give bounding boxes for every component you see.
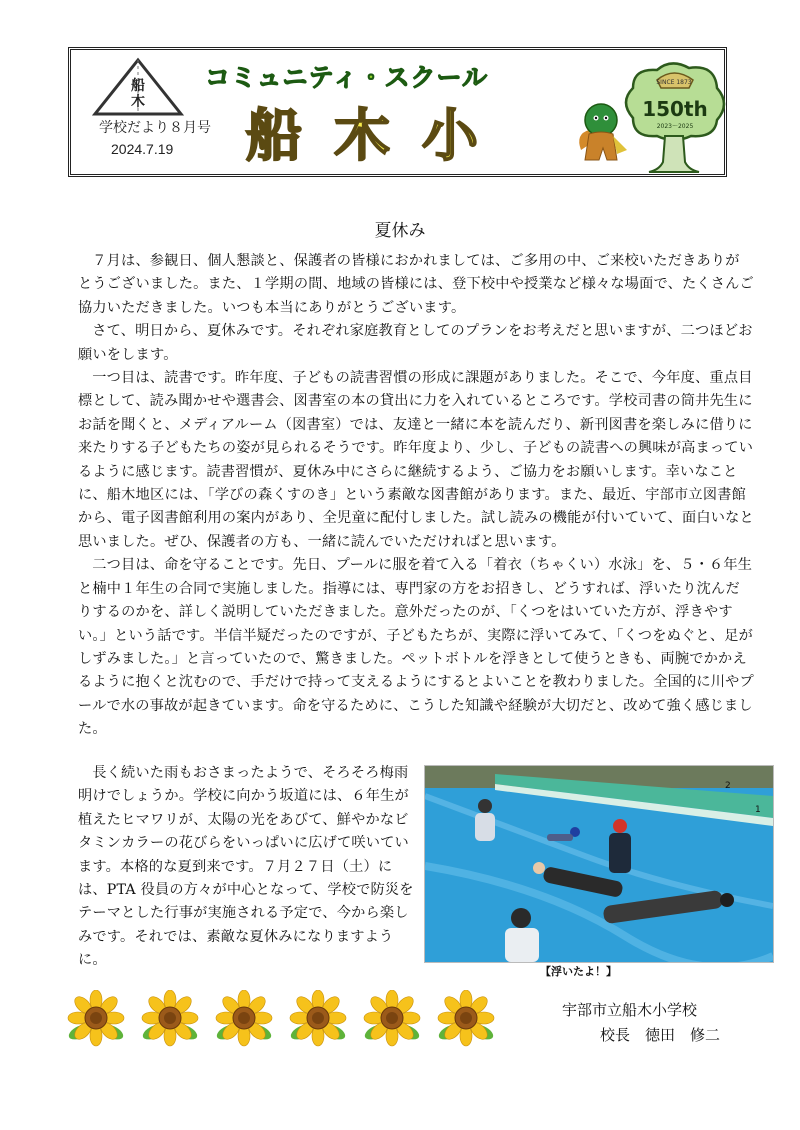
newsletter-header: [68, 47, 727, 177]
paragraph-thanks: ７月は、参観日、個人懇談と、保護者の皆様におかれましては、ご多用の中、ご来校いただきありがとうございました。また、１学期の間、地域の皆様には、登下校中や授業など様々な場面で、たくさんご協力いただきました。いつも本当にありがとうございます。: [78, 253, 754, 316]
sunflower-icon: [67, 990, 126, 1046]
sunflower-icon: [437, 990, 496, 1046]
svg-text:150th: 150th: [642, 97, 708, 121]
paragraph-intro: さて、明日から、夏休みです。それぞれ家庭教育としてのプランをお考えだと思いますが、二つほどお願いをします。: [78, 323, 753, 363]
issue-date: 2024.7.19: [111, 141, 174, 157]
sunflower-icon: [363, 990, 422, 1046]
principal-name: 校長 徳田 修二: [600, 1026, 721, 1044]
paragraph-reading: 一つ目は、読書です。昨年度、子どもの読書習慣の形成に課題がありました。そこで、今年度、重点目標として、読み聞かせや選書会、図書室の本の貸出に力を入れているところです。学校司書の筒井先生にお話を聞くと、メディアルーム（図書室）では、友達と一緒に本を読んだり、新刊図書を楽しみに借りに来たりする子どもたちの姿が見られるそうです。昨年度より、少し、子どもの読書への興味が高まっているように感じます。読書習慣が、夏休み中にさらに継続するよう、ご協力をお願いします。幸いなことに、船木地区には、「学びの森くすのき」という素敵な図書館があります。また、最近、宇部市立図書館から、電子図書館利用の案内があり、全児童に配付しました。試し読みの機能が付いていて、面白いなと思いました。ぜひ、保護者の方も、一緒に読んでいただければと思います。: [78, 370, 754, 550]
school-name-title: 船木小: [246, 104, 510, 169]
sunflower-icon: [215, 990, 274, 1046]
issue-info: [99, 116, 211, 160]
pool-scene-illustration: [425, 766, 773, 962]
swimming-lesson-photo: [424, 765, 774, 963]
svg-text:SINCE 1873: SINCE 1873: [656, 79, 692, 86]
svg-text:2: 2: [725, 781, 731, 791]
paragraph-closing: 長く続いた雨もおさまったようで、そろそろ梅雨明けでしょうか。学校に向かう坂道には、６年生が植えたヒマワリが、太陽の光をあびて、鮮やかなビタミンカラーの花びらをいっぱいに広げて咲いています。本格的な夏到来です。７月２７日（土）には、PTA 役員の方々が中心となって、学校で防災をテーマとした行事が実施される予定で、今から楽しみです。それでは、素敵な夏休みになりますように。: [78, 765, 414, 969]
svg-text:1: 1: [755, 805, 761, 815]
community-school-banner: コミュニティ・スクール: [205, 64, 489, 92]
paragraph-safety: 二つ目は、命を守ることです。先日、プールに服を着て入る「着衣（ちゃくい）水泳」を、５・６年生と楠中１年生の合同で実施しました。指導には、専門家の方をお招きし、どうすれば、浮いたり沈んだりするのかを、詳しく説明していただきました。意外だったのが、「くつをはいていた方が、浮きやすい。」という話です。半信半疑だったのですが、子どもたちが、実際に浮いてみて、「くつをぬぐと、足がしずみました。」と言っていたので、驚きました。ペットボトルを浮きとして使うときも、両腕でかかえるように抱くと沈むので、手だけで持って支えるようにするとよいことを教わりました。全国的に川やプールで水の事故が起きています。命を守るために、こうした知識や経験が大切だと、改めて強く感じました。: [78, 557, 754, 738]
sunflower-row-decoration: [58, 990, 518, 1050]
school-name-signature: 宇部市立船木小学校: [562, 1001, 698, 1019]
svg-text:木: 木: [131, 94, 145, 110]
article-closing: [78, 762, 414, 973]
anniversary-tree-icon: [619, 58, 729, 174]
signature-block: [562, 998, 720, 1048]
svg-text:船: 船: [131, 78, 145, 94]
svg-text:2023～2025: 2023～2025: [656, 123, 694, 130]
sunflower-icon: [141, 990, 200, 1046]
article-body: [78, 250, 754, 742]
article-title: 夏休み: [374, 221, 426, 241]
sunflower-icon: [289, 990, 348, 1046]
photo-caption: 【浮いたよ！】: [540, 966, 617, 978]
issue-label: 学校だより８月号: [99, 119, 211, 135]
school-emblem-logo: [91, 56, 186, 118]
